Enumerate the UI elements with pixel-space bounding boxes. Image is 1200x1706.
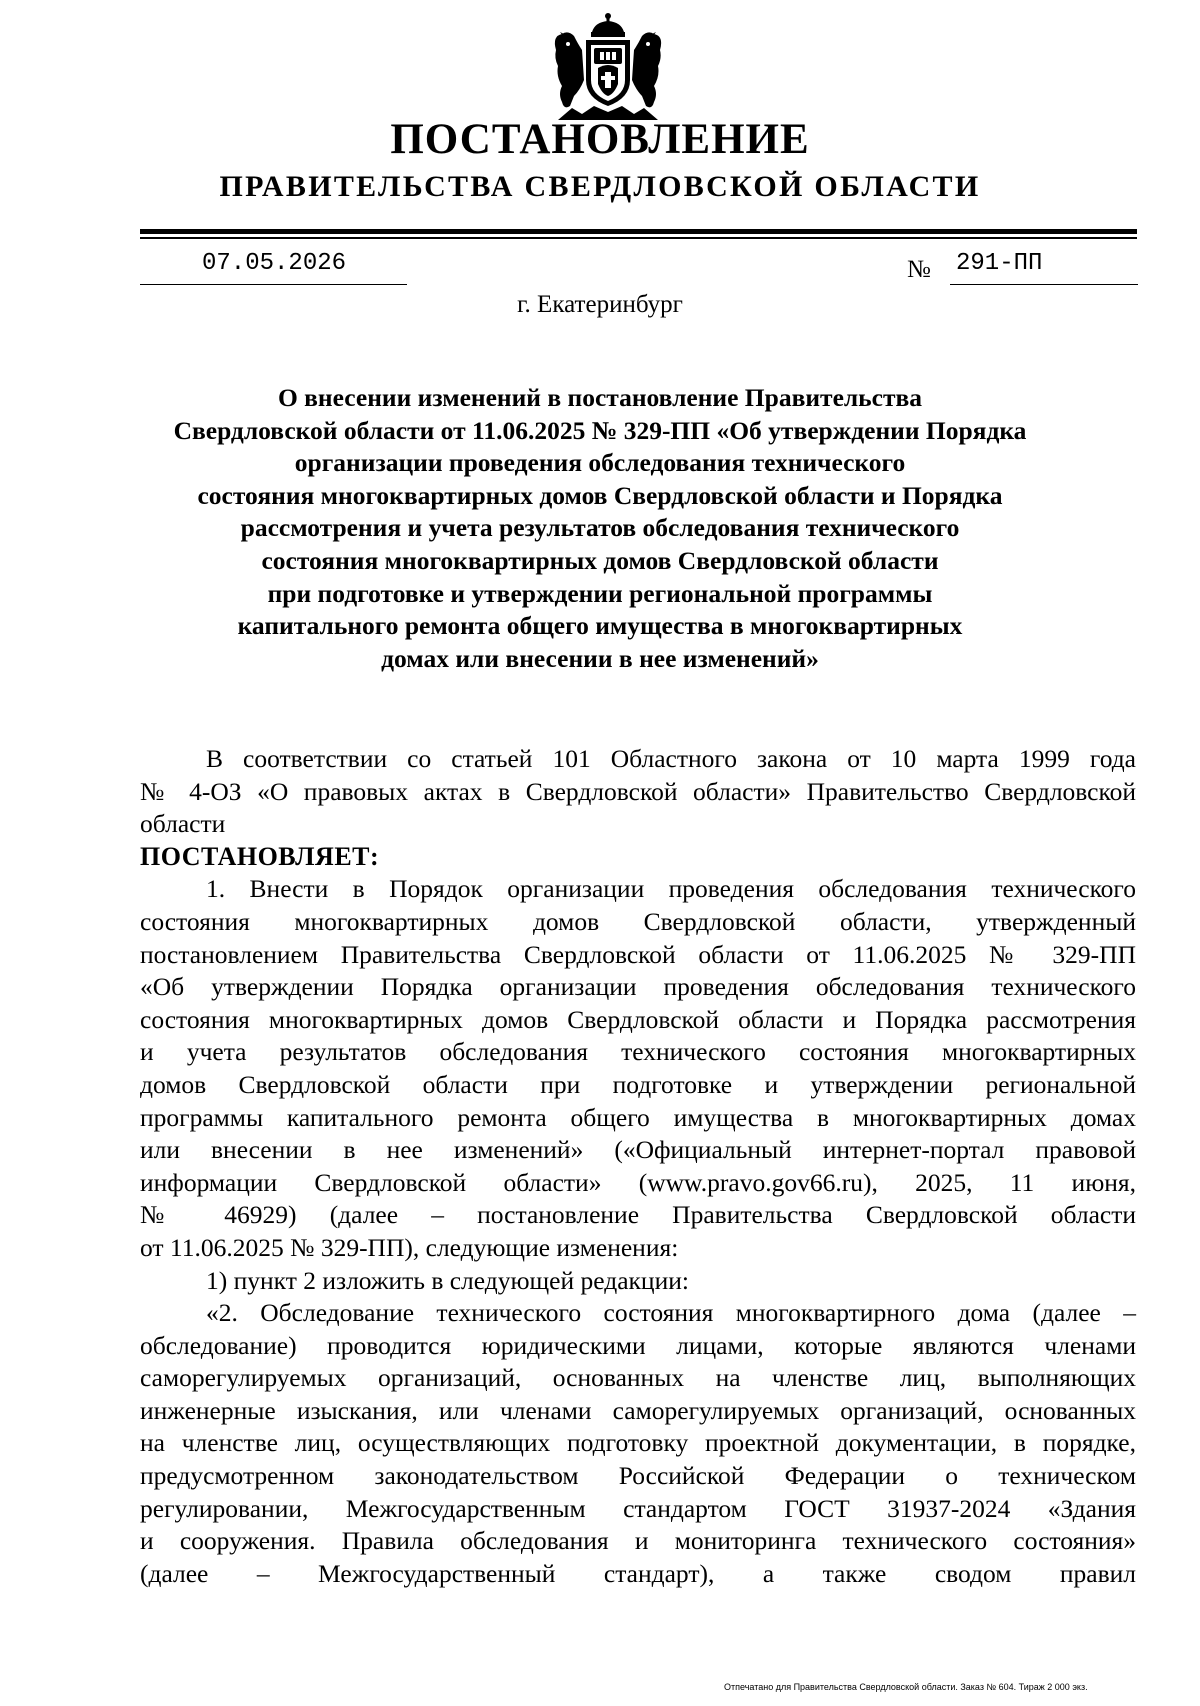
date-field bbox=[140, 246, 407, 285]
subitem-1: 1) пункт 2 изложить в следующей редакции: bbox=[206, 1265, 689, 1295]
resolves-heading: ПОСТАНОВЛЯЕТ: bbox=[140, 841, 380, 871]
quote-line: регулировании, Межгосударственным стандартом ГОСТ 31937-2024 «Здания bbox=[140, 1493, 1136, 1523]
item-1-line: от 11.06.2025 № 329-ПП), следующие изменения: bbox=[140, 1232, 679, 1262]
number-field bbox=[950, 246, 1138, 285]
quote-line: (далее – Межгосударственный стандарт), а также сводом правил bbox=[140, 1558, 1136, 1588]
coat-of-arms-emblem bbox=[548, 10, 668, 128]
document-type-heading: ПОСТАНОВЛЕНИЕ bbox=[390, 116, 810, 163]
preamble-line: области bbox=[140, 809, 226, 839]
header-divider-thin bbox=[140, 237, 1137, 239]
quote-line: саморегулируемых организаций, основанных на членстве лиц, выполняющих bbox=[140, 1363, 1136, 1393]
item-1-line: или внесении в нее изменений» («Официальный интернет-портал правовой bbox=[140, 1135, 1136, 1165]
quote-line: предусмотренном законодательством Российской Федерации о техническом bbox=[140, 1461, 1136, 1491]
quote-line: на членстве лиц, осуществляющих подготовку проектной документации, в порядке, bbox=[140, 1428, 1136, 1458]
title-line: организации проведения обследования технического bbox=[294, 448, 906, 478]
preamble-line: В соответствии со статьей 101 Областного закона от 10 марта 1999 года bbox=[206, 744, 1136, 773]
number-sign: № bbox=[907, 256, 931, 283]
issuer-heading: ПРАВИТЕЛЬСТВА СВЕРДЛОВСКОЙ ОБЛАСТИ bbox=[219, 170, 981, 203]
title-line: рассмотрения и учета результатов обследования технического bbox=[240, 513, 960, 543]
print-imprint-footer: Отпечатано для Правительства Свердловской области. Заказ № 604. Тираж 2 000 экз. bbox=[724, 1682, 1088, 1692]
place-of-issue: г. Екатеринбург bbox=[517, 291, 683, 318]
title-line: состояния многоквартирных домов Свердловской области и Порядка bbox=[197, 480, 1003, 510]
item-1-line: состояния многоквартирных домов Свердловской области и Порядка рассмотрения bbox=[140, 1004, 1136, 1034]
item-1-line: программы капитального ремонта общего имущества в многоквартирных домах bbox=[140, 1102, 1136, 1132]
item-1-line: домов Свердловской области при подготовке и утверждении региональной bbox=[140, 1069, 1136, 1099]
title-line: домах или внесении в нее изменений» bbox=[381, 643, 819, 673]
document-body bbox=[140, 743, 1136, 1590]
item-1-line: № 46929) (далее – постановление Правительства Свердловской области bbox=[140, 1200, 1136, 1230]
quote-line: обследование) проводится юридическими лицами, которые являются членами bbox=[140, 1330, 1136, 1360]
quote-line: и сооружения. Правила обследования и мониторинга технического состояния» bbox=[140, 1526, 1136, 1556]
title-line: Свердловской области от 11.06.2025 № 329-ПП «Об утверждении Порядка bbox=[173, 415, 1027, 445]
title-line: О внесении изменений в постановление Правительства bbox=[277, 383, 923, 412]
title-line: капитального ремонта общего имущества в многоквартирных bbox=[237, 611, 963, 641]
item-1-line: состояния многоквартирных домов Свердловской области, утвержденный bbox=[140, 906, 1136, 936]
document-date: 07.05.2026 bbox=[202, 250, 347, 277]
header-divider-thick bbox=[140, 229, 1137, 234]
document-number: 291-ПП bbox=[956, 250, 1043, 277]
preamble-line: № 4-ОЗ «О правовых актах в Свердловской области» Правительство Свердловской bbox=[140, 776, 1136, 806]
title-line: состояния многоквартирных домов Свердловской области bbox=[261, 545, 939, 575]
quote-line: инженерные изыскания, или членами саморегулируемых организаций, основанных bbox=[140, 1395, 1136, 1425]
item-1-line: 1. Внести в Порядок организации проведения обследования технического bbox=[206, 874, 1136, 904]
item-1-line: постановлением Правительства Свердловской области от 11.06.2025 № 329-ПП bbox=[140, 939, 1136, 969]
document-title bbox=[150, 382, 1050, 675]
item-1-line: информации Свердловской области» (www.pravo.gov66.ru), 2025, 11 июня, bbox=[140, 1167, 1136, 1197]
item-1-line: «Об утверждении Порядка организации проведения обследования технического bbox=[140, 972, 1136, 1002]
item-1-line: и учета результатов обследования технического состояния многоквартирных bbox=[140, 1037, 1136, 1067]
quote-line: «2. Обследование технического состояния многоквартирного дома (далее – bbox=[206, 1298, 1136, 1328]
title-line: при подготовке и утверждении региональной программы bbox=[267, 578, 933, 608]
